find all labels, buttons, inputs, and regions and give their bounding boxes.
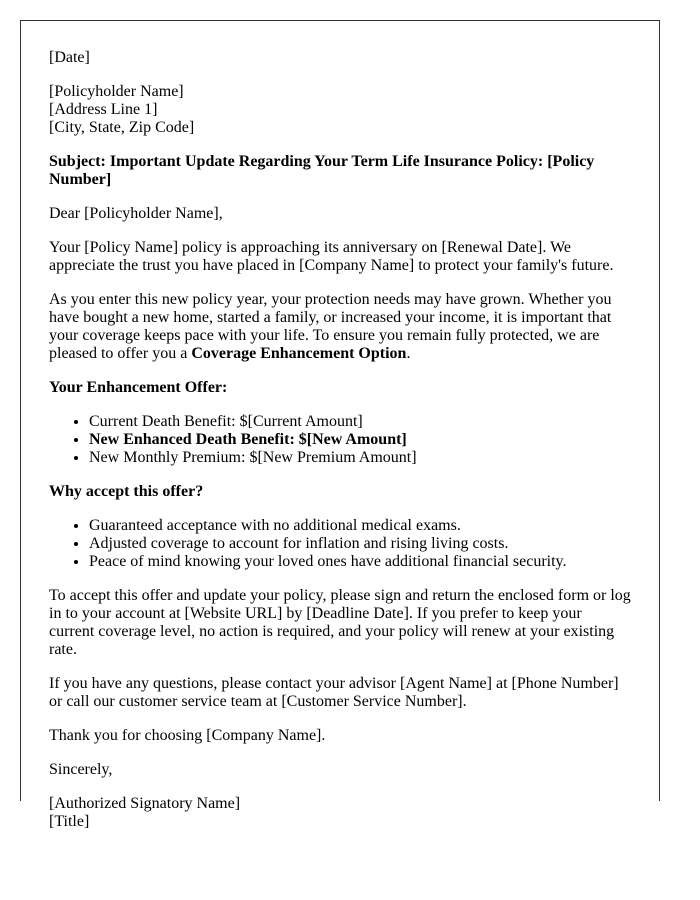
signatory-name: [Authorized Signatory Name] bbox=[49, 795, 241, 812]
paragraph-protection-needs bbox=[49, 291, 631, 363]
offer-item-current-benefit: • Current Death Benefit: $[Current Amount] bbox=[89, 413, 631, 431]
offer-heading: Your Enhancement Offer: bbox=[49, 379, 228, 396]
why-heading: Why accept this offer? bbox=[49, 483, 204, 500]
recipient-address-line-1: [Address Line 1] bbox=[49, 101, 158, 118]
why-item-adjusted-coverage: • Adjusted coverage to account for inflation and rising living costs. bbox=[89, 535, 631, 553]
paragraph-how-to-accept: To accept this offer and update your policy, please sign and return the enclosed form or log in to your account at [Website URL] by [Deadline Date]. If you prefer to keep your current coverage level, no action is required, and your policy will renew at your existing rate. bbox=[49, 587, 631, 658]
offer-list bbox=[49, 413, 631, 467]
letter-subject: Subject: Important Update Regarding Your Term Life Insurance Policy: [Policy Number] bbox=[49, 153, 595, 188]
why-item-guaranteed-acceptance: • Guaranteed acceptance with no additional medical exams. bbox=[89, 517, 631, 535]
paragraph-anniversary: Your [Policy Name] policy is approaching its anniversary on [Renewal Date]. We appreciate the trust you have placed in [Company Name] to protect your family's future. bbox=[49, 239, 614, 274]
letter-page bbox=[20, 20, 660, 830]
paragraph-contact: If you have any questions, please contact your advisor [Agent Name] at [Phone Number] or call our customer service team at [Customer Service Number]. bbox=[49, 675, 619, 710]
coverage-enhancement-option-emphasis: Coverage Enhancement Option bbox=[191, 345, 407, 362]
why-list bbox=[49, 517, 631, 571]
paragraph-protection-needs-text: As you enter this new policy year, your protection needs may have grown. Whether you have bought a new home, started a family, or increased your income, it is important that your coverage keeps pace with your life. To ensure you remain fully protected, we are pleased to offer you a bbox=[49, 291, 612, 362]
signatory-title: [Title] bbox=[49, 813, 90, 830]
recipient-name: [Policyholder Name] bbox=[49, 83, 184, 100]
recipient-city-state-zip: [City, State, Zip Code] bbox=[49, 119, 195, 136]
offer-item-new-benefit: • New Enhanced Death Benefit: $[New Amount] bbox=[89, 431, 631, 449]
letter-closing: Sincerely, bbox=[49, 761, 113, 778]
paragraph-protection-needs-end: . bbox=[406, 345, 411, 362]
signature-block bbox=[49, 795, 631, 831]
why-item-peace-of-mind: • Peace of mind knowing your loved ones have additional financial security. bbox=[89, 553, 631, 571]
offer-item-new-premium: • New Monthly Premium: $[New Premium Amount] bbox=[89, 449, 631, 467]
recipient-address bbox=[49, 83, 631, 137]
letter-salutation: Dear [Policyholder Name], bbox=[49, 205, 223, 222]
letter-date: [Date] bbox=[49, 49, 90, 66]
paragraph-thank-you: Thank you for choosing [Company Name]. bbox=[49, 727, 326, 744]
letter-content bbox=[21, 21, 659, 831]
